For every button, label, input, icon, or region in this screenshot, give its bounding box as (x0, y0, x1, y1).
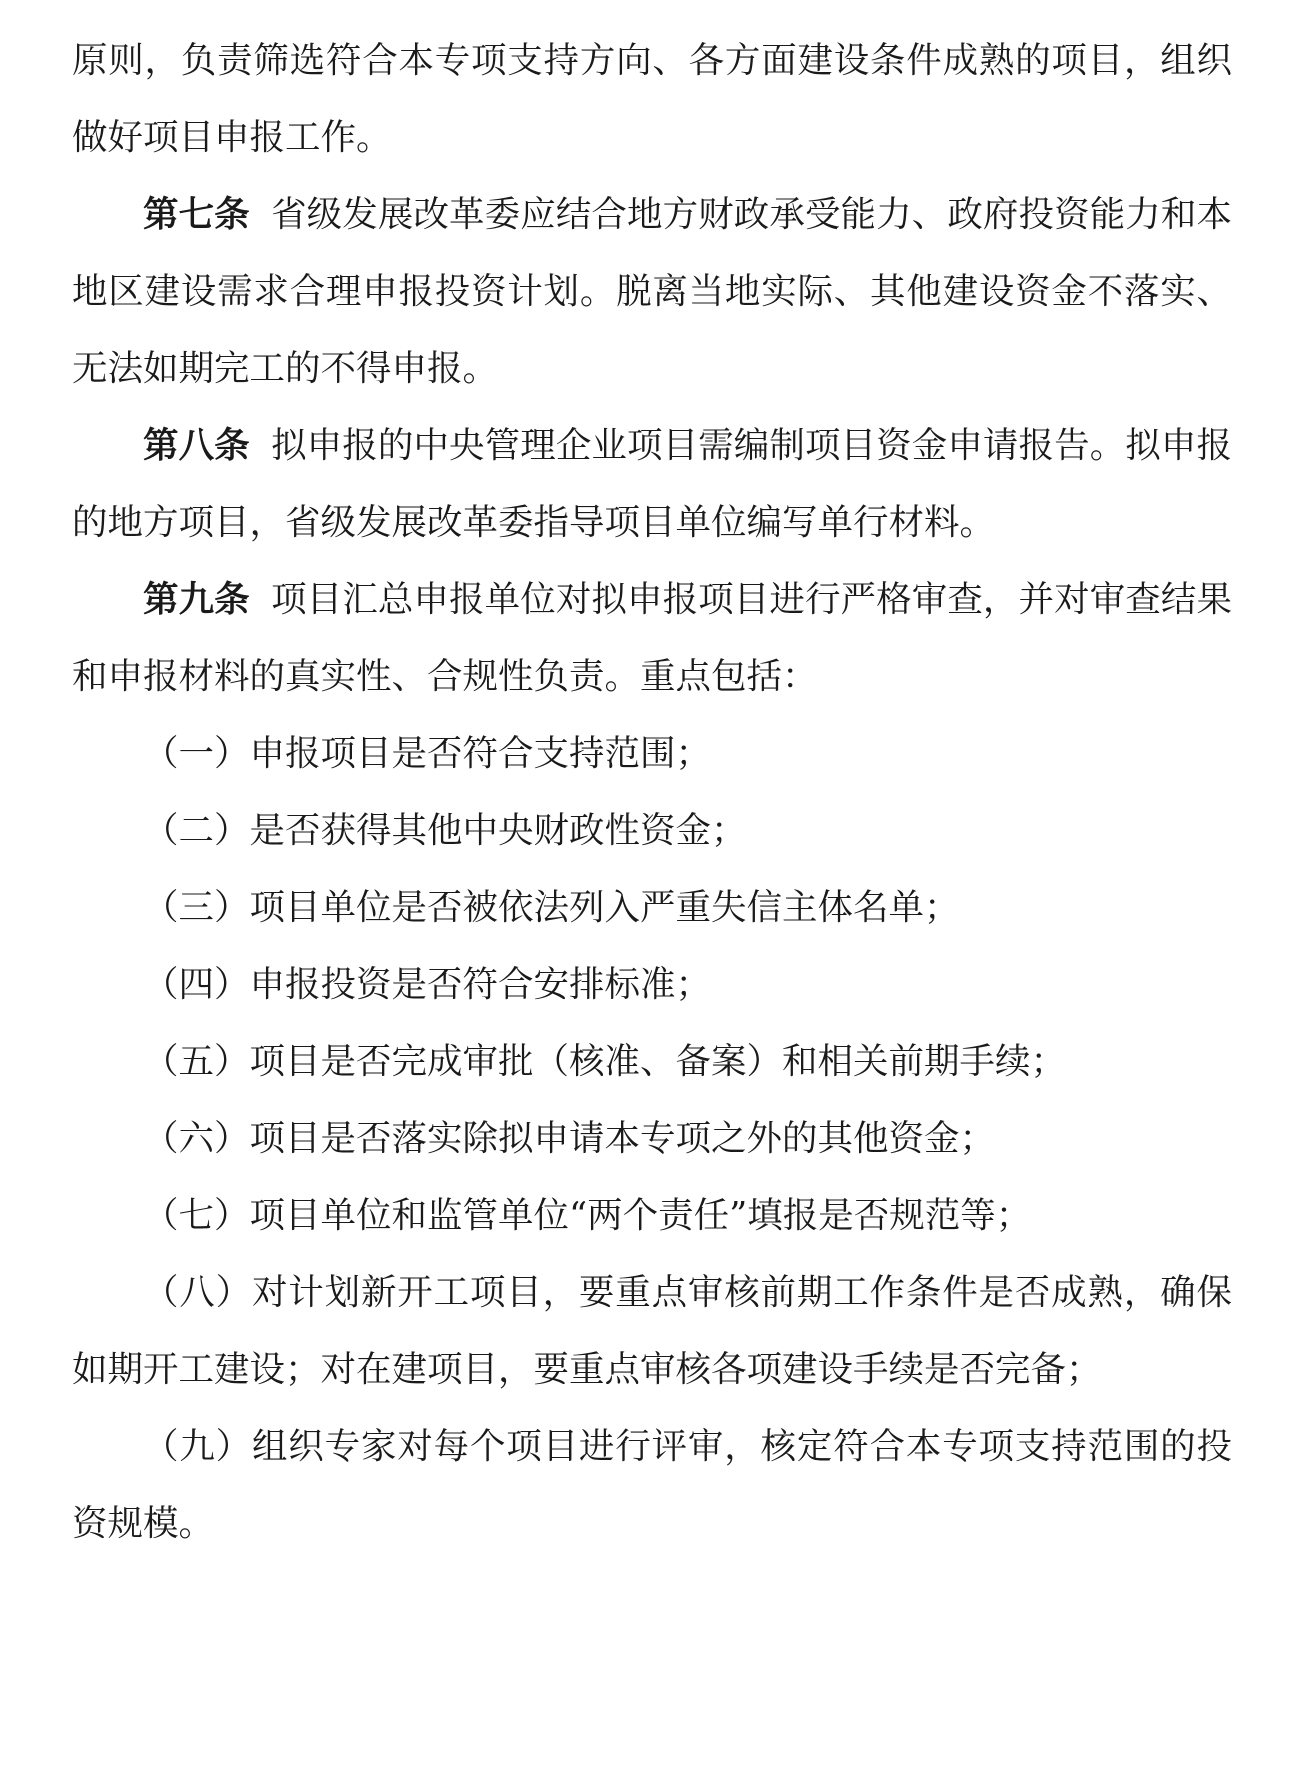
article-9-title: 第九条 (143, 579, 250, 620)
paragraph-text: 原则，负责筛选符合本专项支持方向、各方面建设条件成熟的项目，组织做好项目申报工作。 (72, 40, 1232, 158)
article-7-text: 省级发展改革委应结合地方财政承受能力、政府投资能力和本地区建设需求合理申报投资计划。脱离当地实际、其他建设资金不落实、无法如期完工的不得申报。 (72, 194, 1232, 389)
article-9-paragraph (72, 561, 1232, 715)
list-item-3 (72, 869, 1232, 946)
list-item-5 (72, 1023, 1232, 1100)
list-item-7 (72, 1177, 1232, 1254)
list-item-text: （一）申报项目是否符合支持范围； (143, 733, 712, 774)
article-7-title: 第七条 (143, 194, 250, 235)
list-item-text: （八）对计划新开工项目，要重点审核前期工作条件是否成熟，确保如期开工建设；对在建项目，要重点审核各项建设手续是否完备； (72, 1272, 1232, 1390)
list-item-text: （九）组织专家对每个项目进行评审，核定符合本专项支持范围的投资规模。 (72, 1426, 1232, 1544)
article-8-paragraph (72, 407, 1232, 561)
list-item-text: （七）项目单位和监管单位“两个责任”填报是否规范等； (143, 1195, 1032, 1236)
list-item-6 (72, 1100, 1232, 1177)
paragraph-continued (72, 22, 1232, 176)
list-item-1 (72, 715, 1232, 792)
article-7-paragraph (72, 176, 1232, 407)
article-8-title: 第八条 (143, 425, 250, 466)
list-item-9 (72, 1408, 1232, 1562)
list-item-text: （三）项目单位是否被依法列入严重失信主体名单； (143, 887, 960, 928)
list-item-text: （四）申报投资是否符合安排标准； (143, 964, 712, 1005)
article-8-text: 拟申报的中央管理企业项目需编制项目资金申请报告。拟申报的地方项目，省级发展改革委指导项目单位编写单行材料。 (72, 425, 1232, 543)
list-item-8 (72, 1254, 1232, 1408)
list-item-4 (72, 946, 1232, 1023)
list-item-text: （六）项目是否落实除拟申请本专项之外的其他资金； (143, 1118, 996, 1159)
list-item-text: （二）是否获得其他中央财政性资金； (143, 810, 747, 851)
list-item-2 (72, 792, 1232, 869)
article-9-text: 项目汇总申报单位对拟申报项目进行严格审查，并对审查结果和申报材料的真实性、合规性负责。重点包括： (72, 579, 1232, 697)
list-item-text: （五）项目是否完成审批（核准、备案）和相关前期手续； (143, 1041, 1067, 1082)
document-page (72, 22, 1232, 1562)
